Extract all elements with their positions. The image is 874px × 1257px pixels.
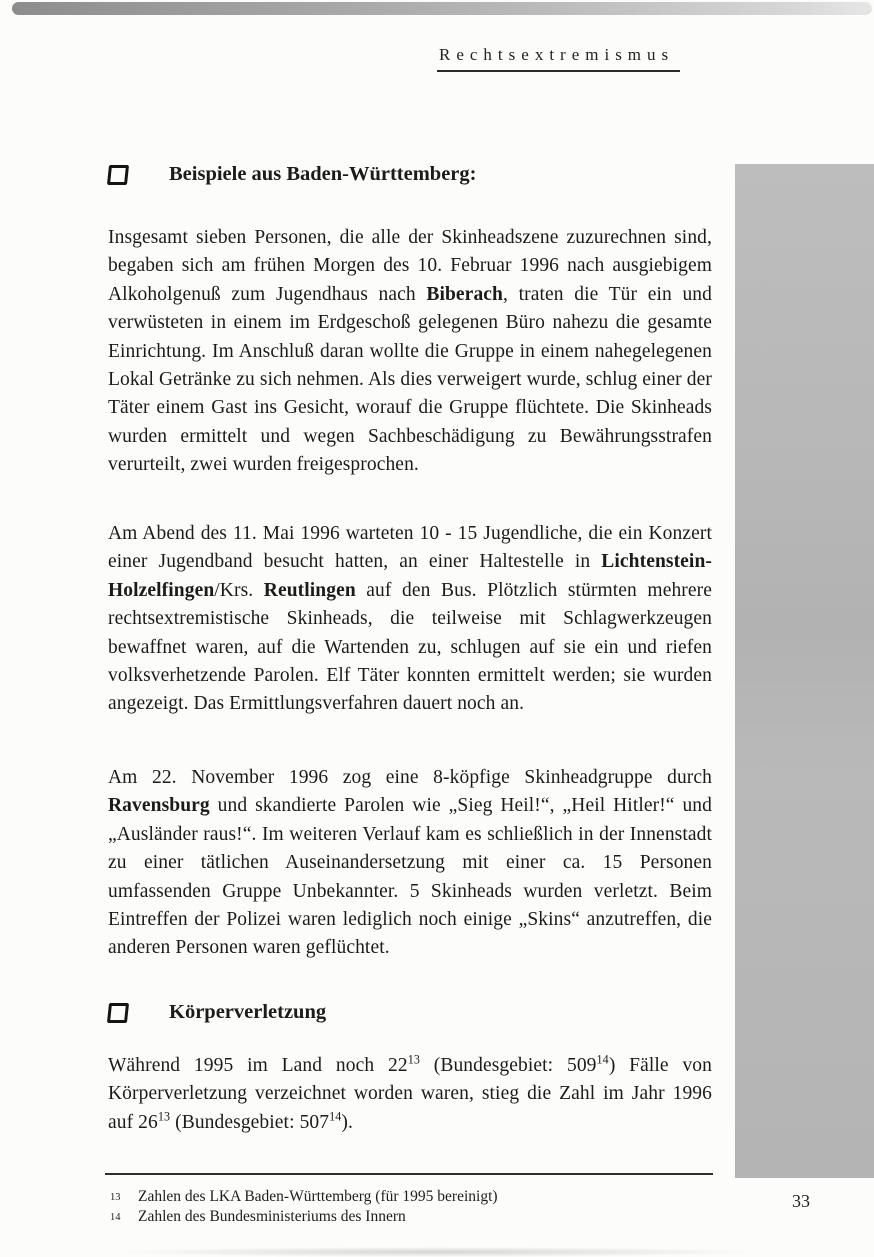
square-bullet-icon — [107, 165, 129, 185]
footnote-text: Zahlen des LKA Baden-Württemberg (für 1995 bereinigt) — [138, 1188, 498, 1205]
footnote-marker: 13 — [110, 1192, 121, 1203]
paragraph-lichtenstein-incident: Am Abend des 11. Mai 1996 warteten 10 - 15 Jugendliche, die ein Konzert einer Jugendband besucht hatten, an einer Haltestelle in Lichtenstein-Holzelfingen/Krs. Reutlingen auf den Bus. Plötzlich stürmten mehrere rechtsextremistische Skinheads, die teilweise mit Schlagwerkzeugen bewaffnet waren, auf die Wartenden zu, schlugen auf sie ein und riefen volksverhetzende Parolen. Elf Täter konnten ermittelt werden; sie wurden angezeigt. Das Ermittlungsverfahren dauert noch an. — [108, 523, 712, 715]
footnote-text: Zahlen des Bundesministeriums des Innern — [138, 1207, 406, 1225]
paragraph-ravensburg-incident: Am 22. November 1996 zog eine 8-köpfige Skinheadgruppe durch Ravensburg und skandierte Parolen wie „Sieg Heil!“, „Heil Hitler!“ und „Ausländer raus!“. Im weiteren Verlauf kam es schließlich in der Innenstadt zu einer tätlichen Auseinandersetzung mit einer ca. 15 Personen umfassenden Gruppe Unbekannter. 5 Skinheads wurden verletzt. Beim Eintreffen der Polizei waren lediglich noch einige „Skins“ anzutreffen, die anderen Personen waren geflüchtet. — [108, 767, 712, 959]
square-bullet-icon — [107, 1003, 129, 1023]
paragraph-biberach-incident: Insgesamt sieben Personen, die alle der Skinheadszene zuzurechnen sind, begaben sich am frühen Morgen des 10. Februar 1996 nach ausgiebigem Alkoholgenuß zum Jugendhaus nach Biberach, traten die Tür ein und verwüsteten in einem im Erdgeschoß gelegenen Büro nahezu die gesamte Einrichtung. Im Anschluß daran wollte die Gruppe in einem nahegelegenen Lokal Getränke zu sich nehmen. Als dies verweigert wurde, schlug einer der Täter einem Gast ins Gesicht, worauf die Gruppe flüchtete. Die Skinheads wurden ermittelt und wegen Sachbeschädigung zu Bewährungsstrafen verurteilt, zwei wurden freigesprochen. — [108, 227, 712, 476]
paragraph-statistics: Während 1995 im Land noch $22^{13}$ (Bundesgebiet: $509^{14}$) Fälle von Körperverletzung verzeichnet worden waren, stieg die Zahl im Jahr 1996 auf $26^{13}$ (Bundesgebiet: $507^{14}$). — [108, 1052, 712, 1133]
section-heading-beispiele — [108, 162, 476, 186]
footnote-marker: 14 — [110, 1211, 121, 1223]
footnote-13 — [110, 1188, 670, 1208]
scan-edge-shadow-bottom — [120, 1247, 754, 1257]
footnotes — [110, 1188, 670, 1227]
section-heading-koerperverletzung — [108, 1000, 326, 1024]
scan-edge-shadow-top — [12, 2, 872, 15]
section-title: Körperverletzung — [169, 1001, 327, 1023]
footnote-14 — [110, 1208, 670, 1228]
section-title: Beispiele aus Baden-Württemberg: — [169, 163, 477, 185]
page-number: 33 — [792, 1191, 810, 1211]
page-edge-gray-bar — [735, 164, 874, 1178]
footnote-separator-line — [105, 1173, 713, 1175]
running-header: Rechtsextremismus — [437, 45, 680, 72]
